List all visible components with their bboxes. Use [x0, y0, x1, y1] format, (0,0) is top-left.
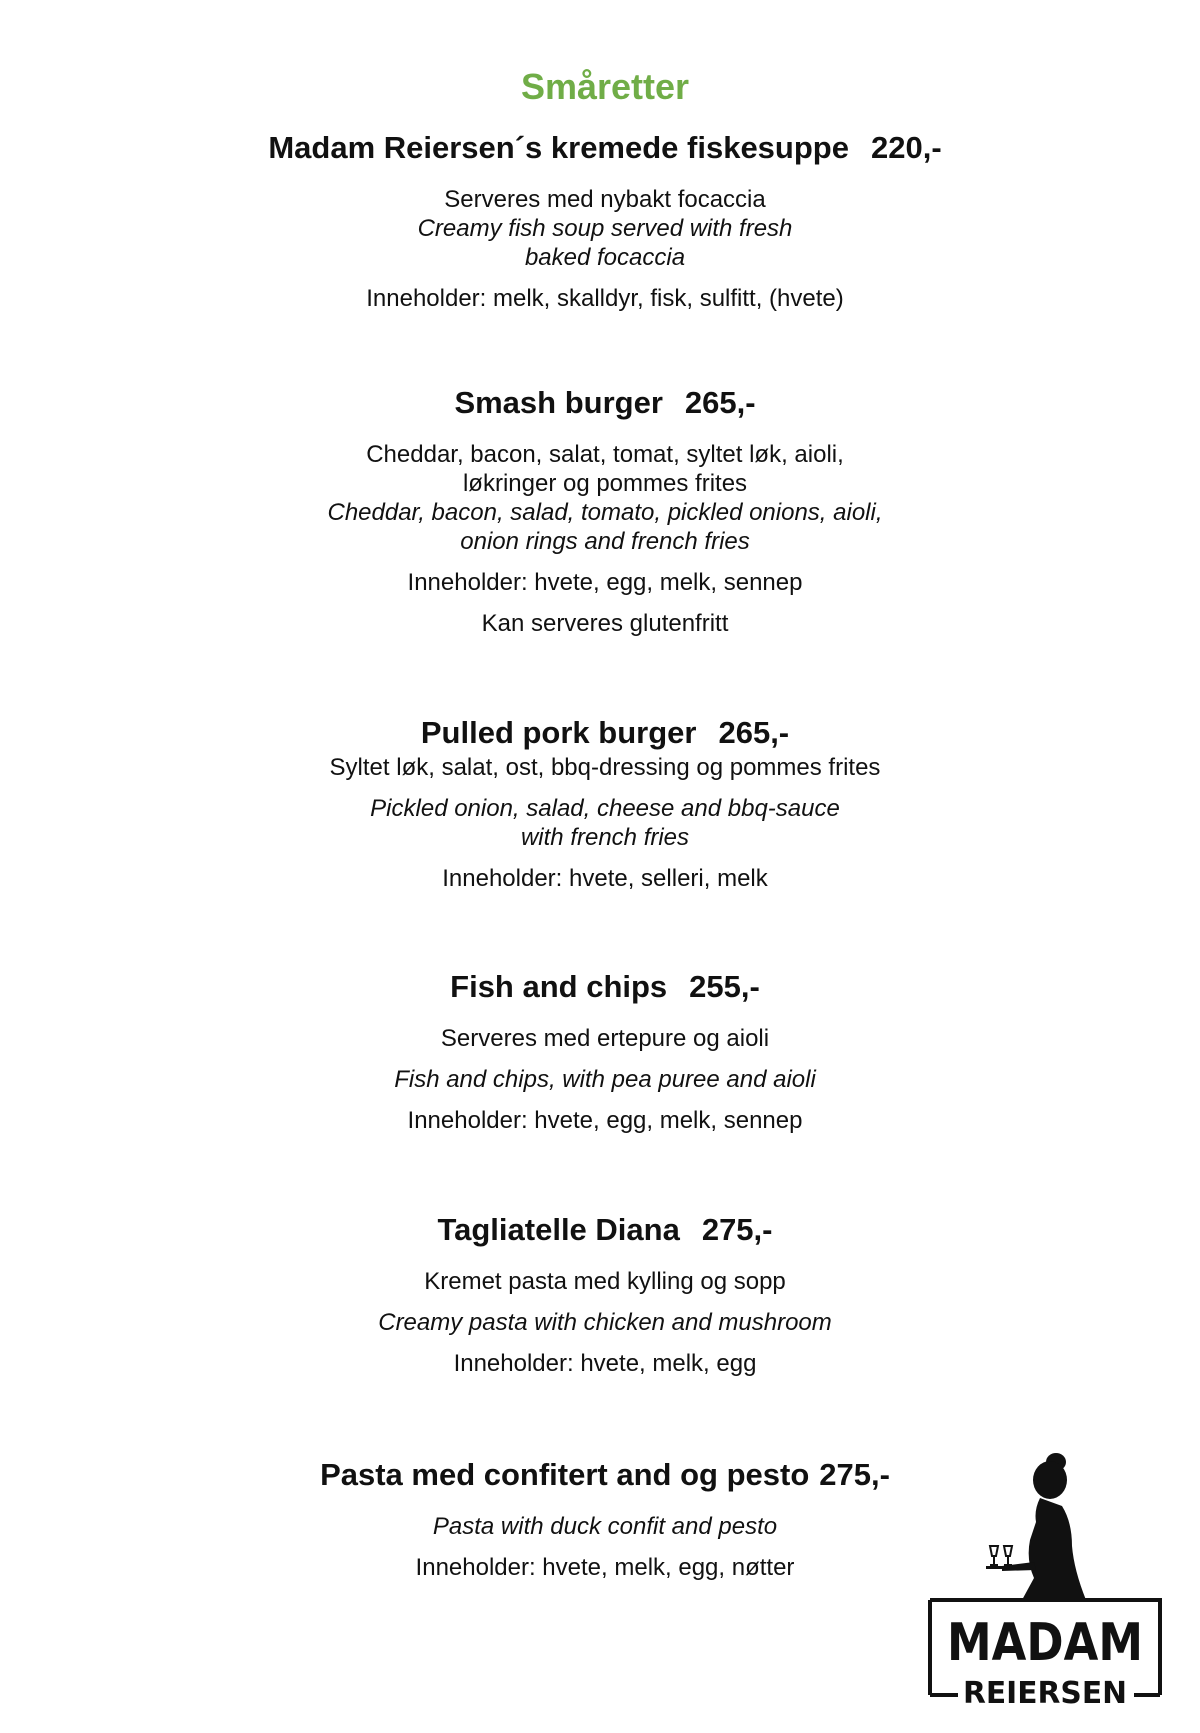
dish-name: Madam Reiersen´s kremede fiskesuppe	[268, 130, 849, 165]
dish-heading	[0, 967, 1200, 1007]
description-no: Kremet pasta med kylling og sopp	[424, 1268, 786, 1295]
dish-heading	[0, 128, 1200, 168]
dish-price: 220,-	[870, 130, 942, 165]
dish-price: 255,-	[689, 969, 760, 1004]
dish-name: Pasta med confitert and og pesto	[320, 1457, 810, 1492]
svg-text:REIERSEN: REIERSEN	[963, 1676, 1127, 1711]
gluten-free-note: Kan serveres glutenfritt	[481, 610, 729, 637]
dish-price: 265,-	[718, 715, 790, 750]
dish-name: Smash burger	[454, 385, 663, 420]
dish-fish-soup	[0, 128, 1200, 313]
dish-name: Fish and chips	[450, 969, 668, 1004]
description-no: Syltet løk, salat, ost, bbq-dressing og pommes frites	[329, 754, 881, 781]
allergens: Inneholder: hvete, melk, egg	[453, 1350, 757, 1377]
description-no: Cheddar, bacon, salat, tomat, syltet løk, aioli,	[366, 441, 844, 468]
description-no: Serveres med nybakt focaccia	[444, 186, 766, 213]
description-no: Serveres med ertepure og aioli	[440, 1025, 770, 1052]
dish-price: 275,-	[701, 1212, 773, 1247]
dish-name: Pulled pork burger	[420, 715, 697, 750]
description-en: Creamy pasta with chicken and mushroom	[378, 1309, 832, 1336]
dish-smash-burger	[0, 383, 1200, 638]
dish-heading	[0, 383, 1200, 423]
dish-heading	[0, 713, 1200, 753]
dish-tagliatelle-diana	[0, 1210, 1200, 1378]
description-en: Cheddar, bacon, salad, tomato, pickled onions, aioli,	[327, 499, 883, 526]
section-title: Småretter	[520, 66, 690, 107]
dish-price: 265,-	[684, 385, 756, 420]
allergens: Inneholder: melk, skalldyr, fisk, sulfitt, (hvete)	[366, 285, 844, 312]
allergens: Inneholder: hvete, selleri, melk	[442, 865, 768, 892]
dish-price: 275,-	[819, 1457, 890, 1492]
description-en: Fish and chips, with pea puree and aioli	[394, 1066, 816, 1093]
svg-text:MADAM: MADAM	[947, 1613, 1143, 1673]
madam-reiersen-logo	[922, 1450, 1172, 1712]
dish-fish-and-chips	[0, 967, 1200, 1135]
allergens: Inneholder: hvete, egg, melk, sennep	[407, 569, 803, 596]
description-en: with french fries	[520, 824, 690, 851]
allergens: Inneholder: hvete, melk, egg, nøtter	[415, 1554, 795, 1581]
allergens: Inneholder: hvete, egg, melk, sennep	[407, 1107, 803, 1134]
description-en: onion rings and french fries	[460, 528, 750, 555]
dish-heading	[0, 1210, 1200, 1250]
description-no: løkringer og pommes frites	[462, 470, 748, 497]
dish-name: Tagliatelle Diana	[437, 1212, 680, 1247]
description-en: Pasta with duck confit and pesto	[432, 1513, 778, 1540]
description-en: baked focaccia	[524, 244, 686, 271]
description-en: Creamy fish soup served with fresh	[417, 215, 793, 242]
waitress-silhouette-icon	[922, 1450, 1172, 1712]
description-en: Pickled onion, salad, cheese and bbq-sauce	[370, 795, 840, 822]
dish-pulled-pork-burger	[0, 713, 1200, 893]
